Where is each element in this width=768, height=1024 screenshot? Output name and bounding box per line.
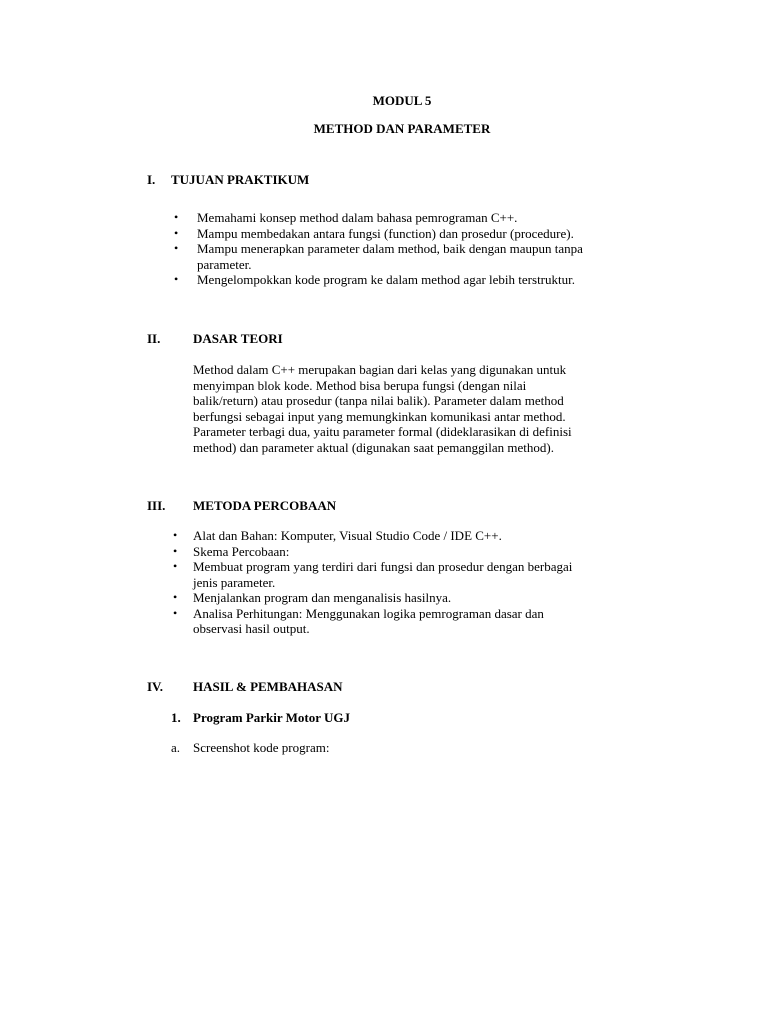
paragraph-line: method) dan parameter aktual (digunakan saat pemanggilan method). bbox=[193, 439, 554, 455]
module-subtitle: METHOD DAN PARAMETER bbox=[313, 121, 491, 136]
section-2-heading: DASAR TEORI bbox=[193, 331, 283, 346]
list-item-text: Alat dan Bahan: Komputer, Visual Studio Code / IDE C++. bbox=[193, 528, 502, 543]
list-item-text: Mampu menerapkan parameter dalam method, baik dengan maupun tanpa bbox=[197, 241, 583, 256]
list-item-text: jenis parameter. bbox=[193, 574, 276, 590]
section-1-heading: TUJUAN PRAKTIKUM bbox=[171, 172, 310, 187]
list-item bbox=[173, 559, 673, 575]
bullet-icon: • bbox=[174, 272, 179, 286]
item-letter: a. bbox=[171, 740, 181, 755]
section-2-paragraph bbox=[193, 362, 653, 455]
list-item bbox=[174, 241, 677, 257]
module-title: MODUL 5 bbox=[372, 93, 432, 108]
paragraph-line: berfungsi sebagai input yang memungkinkan komunikasi antar method. bbox=[193, 408, 566, 424]
bullet-icon: • bbox=[174, 210, 179, 224]
list-item bbox=[173, 543, 673, 560]
list-item-text: Memahami konsep method dalam bahasa pemrograman C++. bbox=[197, 210, 518, 225]
list-item-text: Analisa Perhitungan: Menggunakan logika pemrograman dasar dan bbox=[193, 605, 544, 621]
section-3-heading: METODA PERCOBAAN bbox=[193, 498, 337, 513]
section-3-bullet-list bbox=[173, 528, 673, 637]
paragraph-line: menyimpan blok kode. Method bisa berupa fungsi (dengan nilai bbox=[193, 377, 527, 393]
paragraph-line: Parameter terbagi dua, yaitu parameter formal (dideklarasikan di definisi bbox=[193, 424, 572, 439]
bullet-icon: • bbox=[173, 590, 178, 604]
list-item bbox=[174, 272, 677, 288]
bullet-icon: • bbox=[173, 543, 178, 558]
section-1-bullet-list bbox=[174, 210, 677, 288]
list-item bbox=[173, 590, 673, 606]
bullet-icon: • bbox=[174, 225, 179, 240]
item-text: Screenshot kode program: bbox=[193, 740, 330, 755]
list-item-continuation bbox=[193, 621, 673, 637]
bullet-icon: • bbox=[173, 605, 178, 620]
list-item-text: Mampu membedakan antara fungsi (function) dan prosedur (procedure). bbox=[197, 225, 574, 241]
list-item-text: Membuat program yang terdiri dari fungsi dan prosedur dengan berbagai bbox=[193, 559, 573, 574]
list-item-text: Skema Percobaan: bbox=[193, 543, 290, 559]
list-item-text: Mengelompokkan kode program ke dalam method agar lebih terstruktur. bbox=[197, 272, 575, 287]
bullet-icon: • bbox=[174, 241, 179, 255]
list-item bbox=[174, 210, 677, 226]
list-item-continuation bbox=[197, 257, 677, 273]
list-item-text: parameter. bbox=[197, 256, 252, 272]
list-item bbox=[174, 225, 677, 242]
list-item bbox=[173, 605, 673, 622]
paragraph-line: Method dalam C++ merupakan bagian dari kelas yang digunakan untuk bbox=[193, 362, 567, 377]
subsection-number: 1. bbox=[171, 710, 181, 725]
list-item-text: observasi hasil output. bbox=[193, 621, 310, 636]
bullet-icon: • bbox=[173, 528, 178, 542]
subsection-heading: Program Parkir Motor UGJ bbox=[193, 710, 351, 725]
bullet-icon: • bbox=[173, 559, 178, 573]
list-item bbox=[173, 528, 673, 544]
section-3-number: III. bbox=[147, 498, 166, 513]
section-1-number: I. bbox=[147, 172, 156, 187]
paragraph-line: balik/return) atau prosedur (tanpa nilai balik). Parameter dalam method bbox=[193, 393, 564, 408]
list-item-text: Menjalankan program dan menganalisis hasilnya. bbox=[193, 590, 452, 605]
section-4-heading: HASIL & PEMBAHASAN bbox=[193, 679, 343, 694]
section-4-number: IV. bbox=[147, 679, 164, 694]
list-item-continuation bbox=[193, 575, 673, 591]
section-2-number: II. bbox=[147, 331, 161, 346]
